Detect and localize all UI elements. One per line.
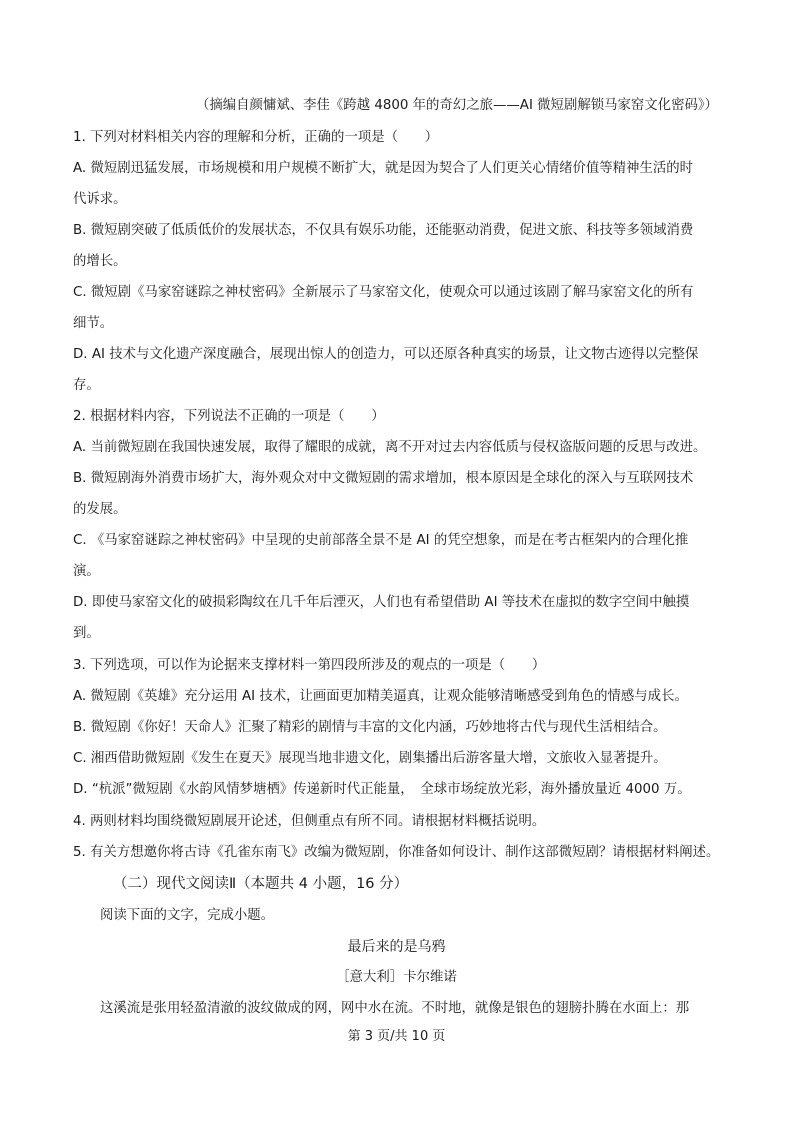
question-3-option-b: B. 微短剧《你好！天命人》汇聚了精彩的剧情与丰富的文化内涵，巧妙地将古代与现代生活相结合。 [73,720,667,735]
question-1-option-b-cont: 的增长。 [73,254,127,269]
question-1-option-c: C. 微短剧《马家窑谜踪之神杖密码》全新展示了马家窑文化，使观众可以通过该剧了解马家窑文化的所有 [73,285,694,300]
question-3-stem: 3. 下列选项，可以作为论据来支撑材料一第四段所涉及的观点的一项是（ ） [73,658,546,673]
question-3-option-c: C. 湘西借助微短剧《发生在夏天》展现当地非遗文化，剧集播出后游客量大增，文旅收入显著提升。 [73,751,667,766]
question-2-option-a: A. 当前微短剧在我国快速发展，取得了耀眼的成就，离不开对过去内容低质与侵权盗版问题的反思与改进。 [73,440,707,455]
story-author: ［意大利］卡尔维诺 [336,970,457,985]
question-4-stem: 4. 两则材料均围绕微短剧展开论述，但侧重点有所不同。请根据材料概括说明。 [73,814,546,829]
page-footer: 第 3 页/共 10 页 [347,1029,446,1044]
question-3-option-d: D. “杭派”微短剧《水韵风情梦塘栖》传递新时代正能量， 全球市场绽放光彩，海外播放量近 4000 万。 [73,782,691,797]
question-1-option-b: B. 微短剧突破了低质低价的发展状态，不仅具有娱乐功能，还能驱动消费，促进文旅、科技等多领域消费 [73,223,694,238]
story-title: 最后来的是乌鸦 [347,939,446,955]
question-1-stem: 1. 下列对材料相关内容的理解和分析，正确的一项是（ ） [73,130,439,145]
question-1-option-a: A. 微短剧迅猛发展，市场规模和用户规模不断扩大，就是因为契合了人们更关心情绪价值等精神生活的时 [73,161,694,176]
question-2-option-d: D. 即使马家窑文化的破损彩陶纹在几千年后湮灭，人们也有希望借助 AI 等技术在虚拟的数字空间中触摸 [73,595,690,610]
source-citation: （摘编自颜慵斌、李佳《跨越 4800 年的奇幻之旅——AI 微短剧解锁马家窑文化密码》） [196,98,718,113]
question-2-stem: 2. 根据材料内容，下列说法不正确的一项是（ ） [73,409,385,424]
question-2-option-c-cont: 演。 [73,564,100,579]
question-1-option-c-cont: 细节。 [73,316,114,331]
question-1-option-d-cont: 存。 [73,378,100,393]
story-paragraph: 这溪流是张用轻盈清澈的波纹做成的网，网中水在流。不时地，就像是银色的翅膀扑腾在水面上：那 [100,1001,690,1016]
question-1-option-d: D. AI 技术与文化遗产深度融合，展现出惊人的创造力，可以还原各种真实的场景，让文物古迹得以完整保 [73,347,699,362]
section-title: （二）现代文阅读Ⅱ（本题共 4 小题，16 分） [113,876,409,892]
question-2-option-b: B. 微短剧海外消费市场扩大，海外观众对中文微短剧的需求增加，根本原因是全球化的深入与互联网技术 [73,471,694,486]
question-2-option-b-cont: 的发展。 [73,502,127,517]
reading-instruction: 阅读下面的文字，完成小题。 [100,908,275,923]
question-3-option-a: A. 微短剧《英雄》充分运用 AI 技术，让画面更加精美逼真，让观众能够清晰感受到角色的情感与成长。 [73,689,688,704]
question-2-option-d-cont: 到。 [73,626,100,641]
question-5-stem: 5. 有关方想邀你将古诗《孔雀东南飞》改编为微短剧，你准备如何设计、制作这部微短剧？请根据材料阐述。 [73,845,720,860]
question-2-option-c: C. 《马家窑谜踪之神杖密码》中呈现的史前部落全景不是 AI 的凭空想象，而是在考古框架内的合理化推 [73,533,689,548]
question-1-option-a-cont: 代诉求。 [73,192,127,207]
